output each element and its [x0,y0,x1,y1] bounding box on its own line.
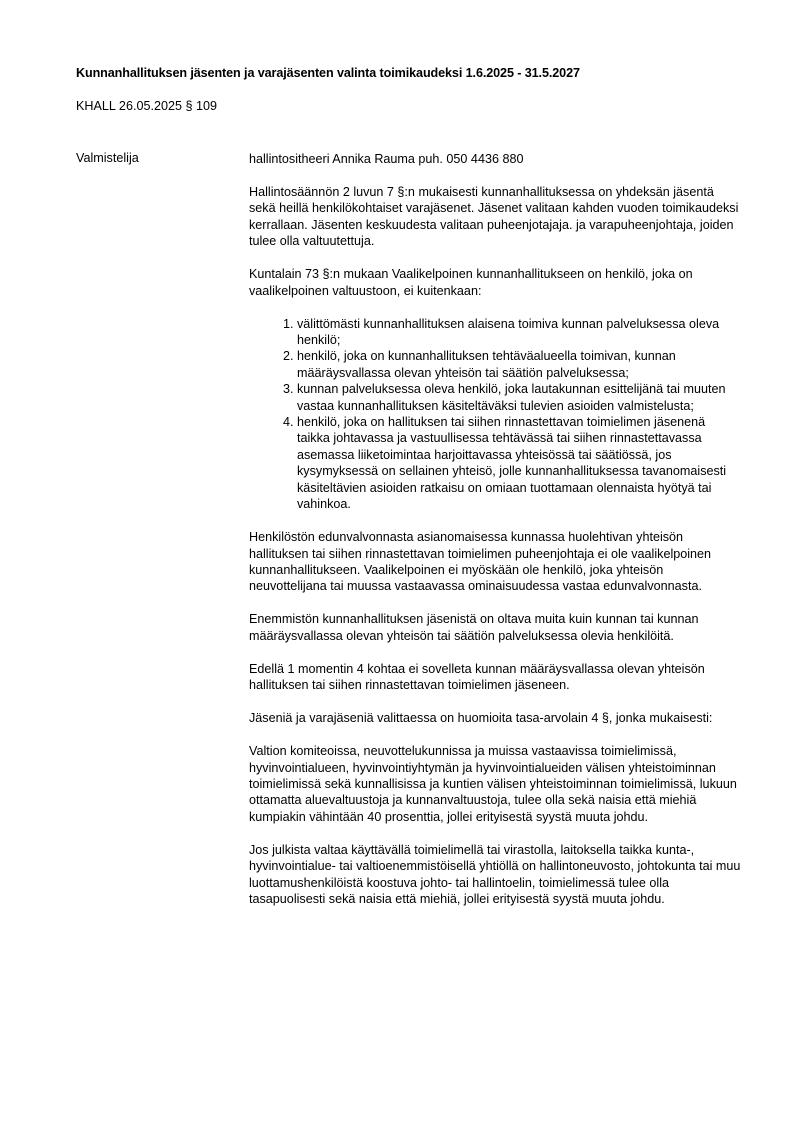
paragraph-board-composition: Hallintosäännön 2 luvun 7 §:n mukaisesti kunnanhallituksessa on yhdeksän jäsentä sekä heillä henkilökohtaiset varajäsenet. Jäsenet valitaan kahden vuoden toimikaudeksi kerrallaan. Jäsenten keskuudesta valitaan puheenjotajaja. ja varapuheenjohtaja, joiden tulee olla valtuutettuja. [249,185,739,249]
preparer-info: hallintositheeri Annika Rauma puh. 050 4436 880 [249,152,524,166]
preparer-label: Valmistelija [76,151,139,165]
meeting-reference: KHALL 26.05.2025 § 109 [76,99,217,113]
list-item: 4. henkilö, joka on hallituksen tai siihen rinnastettavan toimielimen jäsenenä taikka johtavassa ja vastuullisessa tehtävässä tai siihen rinnastettavassa asemassa liiketoimintaa harjoittavassa yhteisössä tai säätiössä, jos kysymyksessä on sellainen yhteisö, jolle kunnanhallituksessa tavanomaisesti käsiteltävien asioiden ratkaisu on omiaan tuottamaan olennaista hyötyä tai vahinkoa. [297,414,741,512]
paragraph-balanced-representation: Jos julkista valtaa käyttävällä toimielimellä tai virastolla, laitoksella taikka kunta-, hyvinvointialue- tai valtioenemmistöisellä yhtiöllä on hallintoneuvosto, johtokunta tai muu luottamushenkilöistä koostuva johto- tai hallintoelin, toimielimessä tulee olla tasapuolisesti sekä naisia että miehiä, jollei erityisestä syystä muuta johdu. [249,842,741,906]
list-item: 2. henkilö, joka on kunnanhallituksen tehtäväalueella toimivan, kunnan määräysvallassa olevan yhteisön tai säätiön palveluksessa; [297,348,741,381]
paragraph-majority-rule: Enemmistön kunnanhallituksen jäsenistä on oltava muita kuin kunnan tai kunnan määräysvallassa olevan yhteisön tai säätiön palveluksessa olevia henkilöitä. [249,612,699,643]
list-item: 1. välittömästi kunnanhallituksen alaisena toimiva kunnan palveluksessa oleva henkilö; [297,316,741,349]
paragraph-quota-rule: Valtion komiteoissa, neuvottelukunnissa ja muissa vastaavissa toimielimissä, hyvinvointialueen, hyvinvointiyhtymän ja hyvinvointialueiden välisen yhteistoiminnan toimielimissä sekä kunnallisissa ja kuntien välisen yhteistoiminnan toimielimissä, lukuun ottamatta aluevaltuustoja ja kunnanvaltuustoja, tulee olla sekä naisia että miehiä kumpiakin vähintään 40 prosenttia, jollei erityisestä syystä muuta johdu. [249,744,737,824]
list-item: 3. kunnan palveluksessa oleva henkilö, joka lautakunnan esittelijänä tai muuten vastaa kunnanhallituksen käsiteltäväksi tulevien asioiden valmistelusta; [297,381,741,414]
paragraph-eligibility-intro: Kuntalain 73 §:n mukaan Vaalikelpoinen kunnanhallitukseen on henkilö, joka on vaalikelpoinen valtuustoon, ei kuitenkaan: [249,267,693,298]
eligibility-exceptions-list [249,316,741,513]
paragraph-point-4-exception: Edellä 1 momentin 4 kohtaa ei sovelleta kunnan määräysvallassa olevan yhteisön hallituksen tai siihen rinnastettavan toimielimen jäseneen. [249,661,705,693]
document-body [249,151,741,924]
paragraph-staff-representation: Henkilöstön edunvalvonnasta asianomaisessa kunnassa huolehtivan yhteisön hallituksen tai siihen rinnastettavan toimielimen puheenjohtaja ei ole vaalikelpoinen kunnanhallitukseen. Vaalikelpoinen ei myöskään ole henkilö, joka yhteisön neuvottelijana tai muussa vastaavassa ominaisuudessa vastaa edunvalvonnasta. [249,530,712,594]
paragraph-equality-act: Jäseniä ja varajäseniä valittaessa on huomioita tasa-arvolain 4 §, jonka mukaisesti: [249,711,713,726]
document-title: Kunnanhallituksen jäsenten ja varajäsenten valinta toimikaudeksi 1.6.2025 - 31.5.2027 [76,66,580,80]
